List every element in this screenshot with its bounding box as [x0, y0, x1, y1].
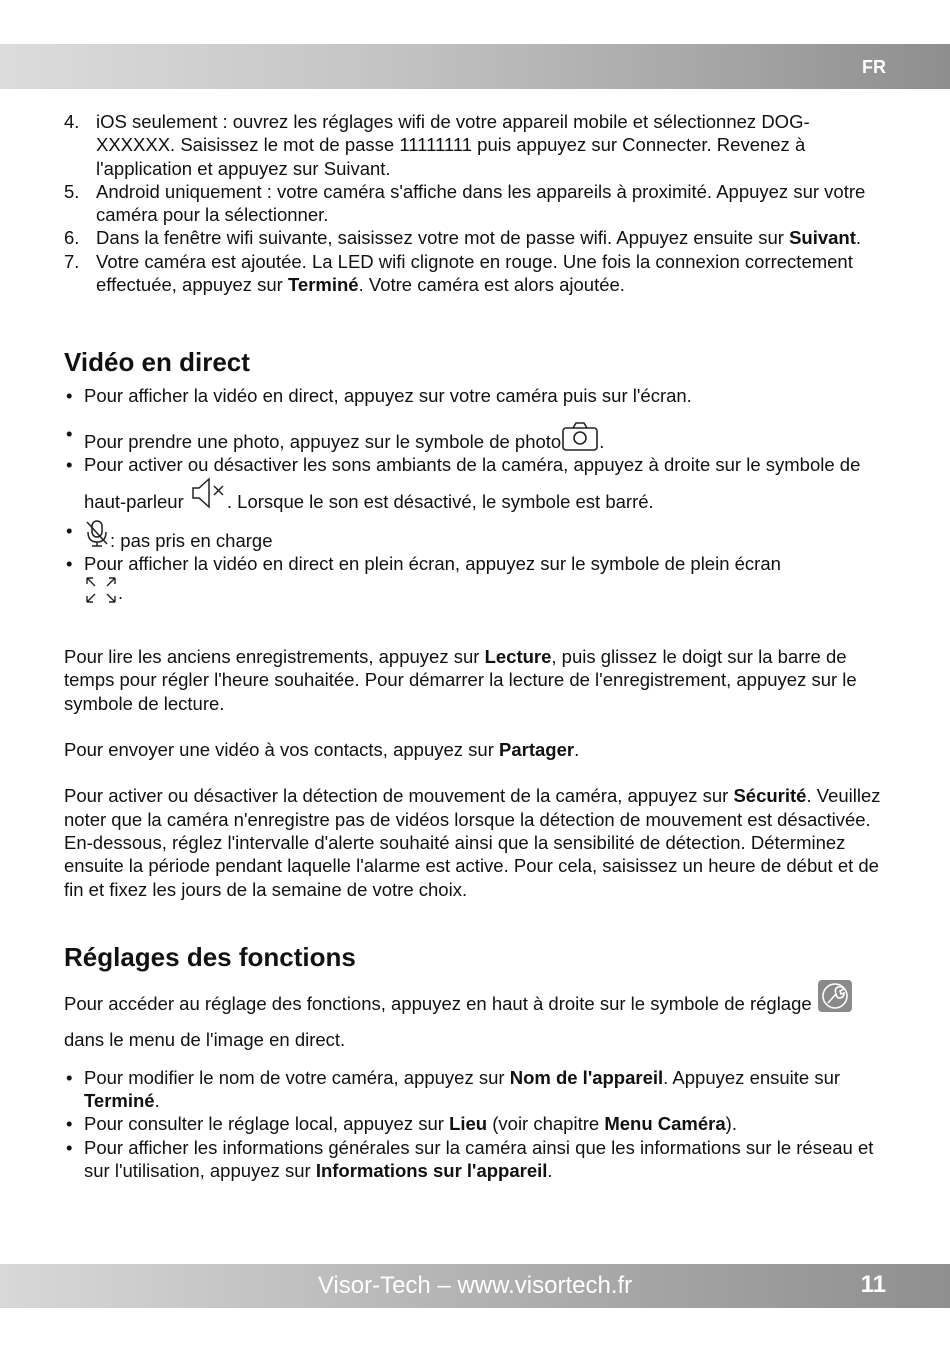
header-bar — [0, 44, 950, 89]
list-item: 4. iOS seulement : ouvrez les réglages wifi de votre appareil mobile et sélectionnez DOG-XXXXXX. Saisissez le mot de passe 11111111 puis appuyez sur Connecter. Revenez à l'application et appuyez sur Suivant. — [64, 111, 810, 179]
page-content — [64, 110, 886, 1182]
list-item: • Pour afficher la vidéo en direct, appuyez sur votre caméra puis sur l'écran. — [64, 384, 886, 407]
footer-bar — [0, 1264, 950, 1308]
microphone-muted-icon — [84, 519, 110, 549]
list-item: • Pour prendre une photo, appuyez sur le symbole de photo . — [64, 422, 886, 453]
security-paragraph: Pour activer ou désactiver la détection de mouvement de la caméra, appuyez sur Sécurité. Veuillez noter que la caméra n'enregistre pas de vidéos lorsque la détection de mouvement est désactivée. En-dessous, réglez l'intervalle d'alerte souhaité ainsi que la sensibilité de détection. Déterminez ensuite la période pendant laquelle l'alarme est active. Pour cela, saisissez un heure de début et de fin et fixez les jours de la semaine de votre choix. — [64, 785, 881, 900]
list-item: 5. Android uniquement : votre caméra s'affiche dans les appareils à proximité. Appuyez sur votre caméra pour la sélectionner. — [64, 180, 866, 226]
list-item: 6. Dans la fenêtre wifi suivante, saisissez votre mot de passe wifi. Appuyez ensuite sur Suivant. — [64, 227, 862, 249]
settings-list — [64, 1066, 886, 1182]
language-label: FR — [862, 57, 886, 77]
playback-paragraph: Pour lire les anciens enregistrements, appuyez sur Lecture, puis glissez le doigt sur la barre de temps pour régler l'heure souhaitée. Pour démarrer la lecture de l'enregistrement, appuyez sur le symbole de lecture. — [64, 646, 857, 714]
list-item: • Pour afficher la vidéo en direct en plein écran, appuyez sur le symbole de plein écran . — [64, 552, 886, 605]
list-item: • Pour activer ou désactiver les sons ambiants de la caméra, appuyez à droite sur le symbole de haut-parleur . Lorsque le son est désactivé, le symbole est barré. — [64, 453, 886, 514]
speaker-muted-icon — [189, 476, 227, 510]
list-item: • Pour modifier le nom de votre caméra, appuyez sur Nom de l'appareil. Appuyez ensuite sur Terminé. — [64, 1066, 886, 1113]
settings-intro: Pour accéder au réglage des fonctions, appuyez en haut à droite sur le symbole de réglage dans le menu de l'image en direct. — [64, 979, 886, 1058]
live-video-list — [64, 384, 886, 605]
section-heading-settings: Réglages des fonctions — [64, 941, 356, 972]
list-item: 7. Votre caméra est ajoutée. La LED wifi clignote en rouge. Une fois la connexion correctement effectuée, appuyez sur Terminé. Votre caméra est alors ajoutée. — [64, 250, 853, 296]
list-item: • : pas pris en charge — [64, 519, 886, 552]
settings-wrench-icon — [817, 979, 853, 1013]
camera-icon — [561, 422, 599, 452]
list-item: • Pour consulter le réglage local, appuyez sur Lieu (voir chapitre Menu Caméra). — [64, 1112, 886, 1135]
page-number: 11 — [860, 1271, 886, 1298]
footer-site: Visor-Tech – www.visortech.fr — [317, 1272, 633, 1299]
section-heading-live-video: Vidéo en direct — [64, 347, 250, 378]
share-paragraph: Pour envoyer une vidéo à vos contacts, appuyez sur Partager. — [64, 739, 580, 761]
setup-steps-list — [64, 110, 886, 296]
list-item: • Pour afficher les informations générales sur la caméra ainsi que les informations sur le réseau et sur l'utilisation, appuyez sur Informations sur l'appareil. — [64, 1136, 886, 1183]
fullscreen-icon — [84, 575, 118, 605]
